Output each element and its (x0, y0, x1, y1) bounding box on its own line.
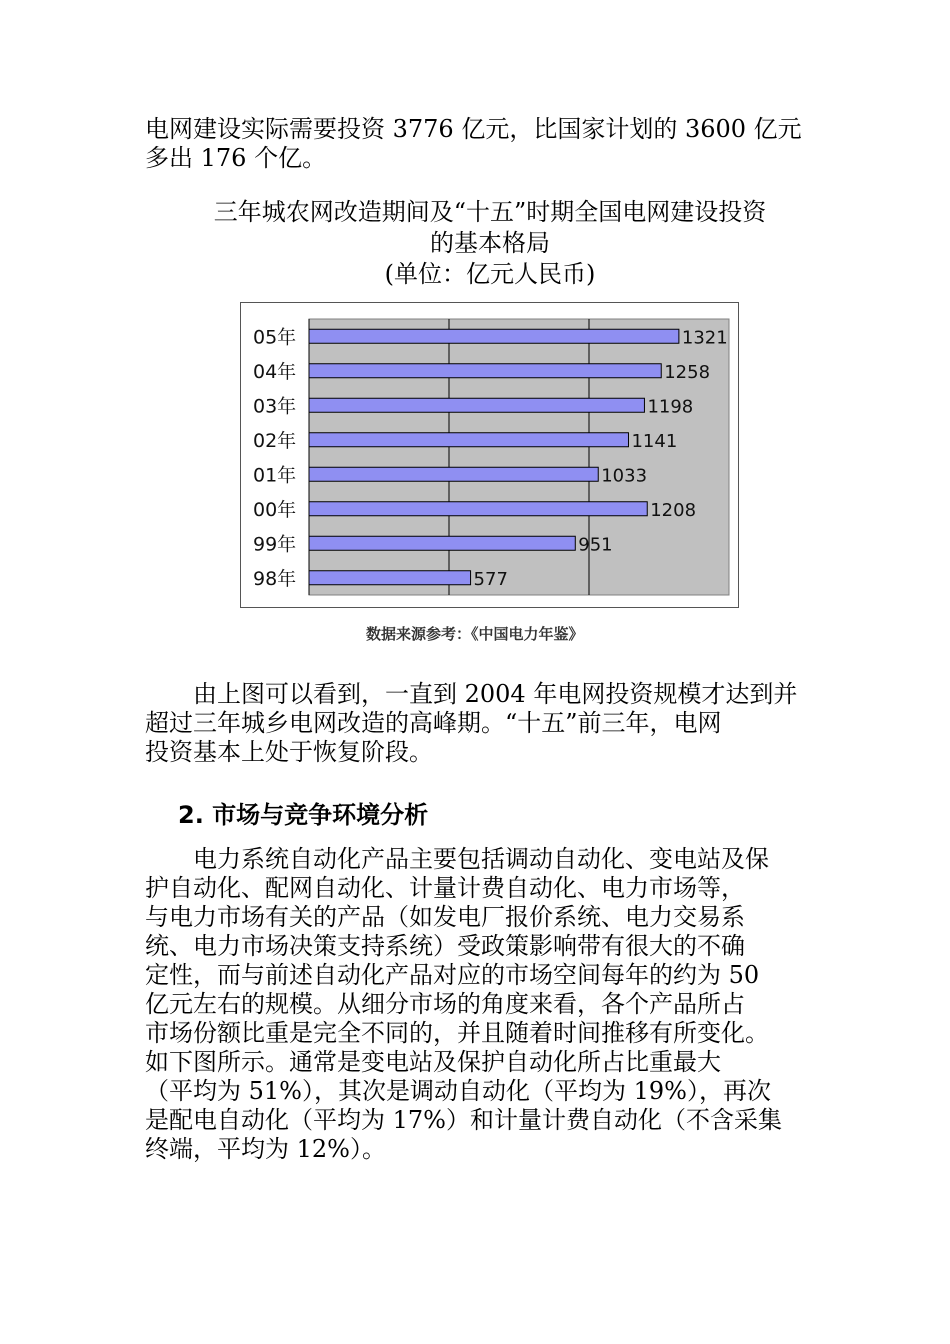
text-line: 超过三年城乡电网改造的高峰期。“十五”前三年，电网 (145, 709, 722, 737)
text-line: 市场份额比重是完全不同的，并且随着时间推移有所变化。 (145, 1019, 769, 1047)
market-paragraph (145, 845, 810, 1164)
data-label: 951 (578, 534, 613, 556)
caption-unit: (单位：亿元人民币) (384, 260, 596, 288)
text-line: 多出 176 个亿。 (145, 144, 327, 172)
text-line: 护自动化、配网自动化、计量计费自动化、电力市场等， (145, 874, 745, 902)
intro-paragraph (145, 115, 810, 173)
text-line: 电力系统自动化产品主要包括调动自动化、变电站及保 (145, 845, 769, 873)
bar (309, 536, 575, 550)
text-line: 是配电自动化（平均为 17%）和计量计费自动化（不含采集 (145, 1106, 782, 1134)
text-line: 亿元左右的规模。从细分市场的角度来看，各个产品所占 (145, 990, 745, 1018)
data-label: 1141 (631, 430, 678, 452)
category-label: 04年 (253, 360, 297, 383)
bar (309, 571, 471, 585)
category-label: 05年 (253, 326, 297, 349)
text-line: 投资基本上处于恢复阶段。 (145, 738, 433, 766)
bar (309, 398, 644, 412)
data-label: 1258 (664, 361, 711, 383)
text-line: 电网建设实际需要投资 3776 亿元，比国家计划的 3600 亿元 (145, 115, 802, 143)
bar (309, 433, 628, 447)
plot-area (309, 319, 729, 595)
caption-line: 三年城农网改造期间及“十五”时期全国电网建设投资 (213, 198, 767, 226)
bar (309, 329, 679, 343)
text-line: （平均为 51%），其次是调动自动化（平均为 19%），再次 (145, 1077, 771, 1105)
bar (309, 467, 598, 481)
caption-line: 的基本格局 (430, 229, 550, 257)
chart-source: 数据来源参考：《中国电力年鉴》 (366, 625, 584, 643)
text-line: 定性，而与前述自动化产品对应的市场空间每年的约为 50 (145, 961, 760, 989)
category-label: 00年 (253, 498, 297, 521)
bar (309, 502, 647, 516)
category-label: 03年 (253, 395, 297, 418)
data-label: 1033 (601, 465, 648, 487)
text-line: 由上图可以看到，一直到 2004 年电网投资规模才达到并 (145, 680, 798, 708)
text-line: 与电力市场有关的产品（如发电厂报价系统、电力交易系 (145, 903, 745, 931)
analysis-paragraph (145, 680, 810, 767)
text-line: 终端，平均为 12%）。 (145, 1135, 386, 1163)
category-label: 99年 (253, 533, 297, 556)
category-label: 01年 (253, 464, 297, 487)
data-label: 1208 (650, 499, 697, 521)
bar (309, 364, 661, 378)
text-line: 如下图所示。通常是变电站及保护自动化所占比重最大 (145, 1048, 721, 1076)
category-label: 02年 (253, 429, 297, 452)
bar-chart (241, 303, 738, 607)
data-label: 1321 (681, 327, 728, 349)
section-heading: 2. 市场与竞争环境分析 (178, 801, 429, 829)
data-label: 1198 (647, 396, 694, 418)
bar-chart-frame (240, 302, 739, 608)
chart-caption (150, 197, 830, 290)
text-line: 统、电力市场决策支持系统）受政策影响带有很大的不确 (145, 932, 745, 960)
data-label: 577 (473, 568, 508, 590)
category-label: 98年 (253, 567, 297, 590)
